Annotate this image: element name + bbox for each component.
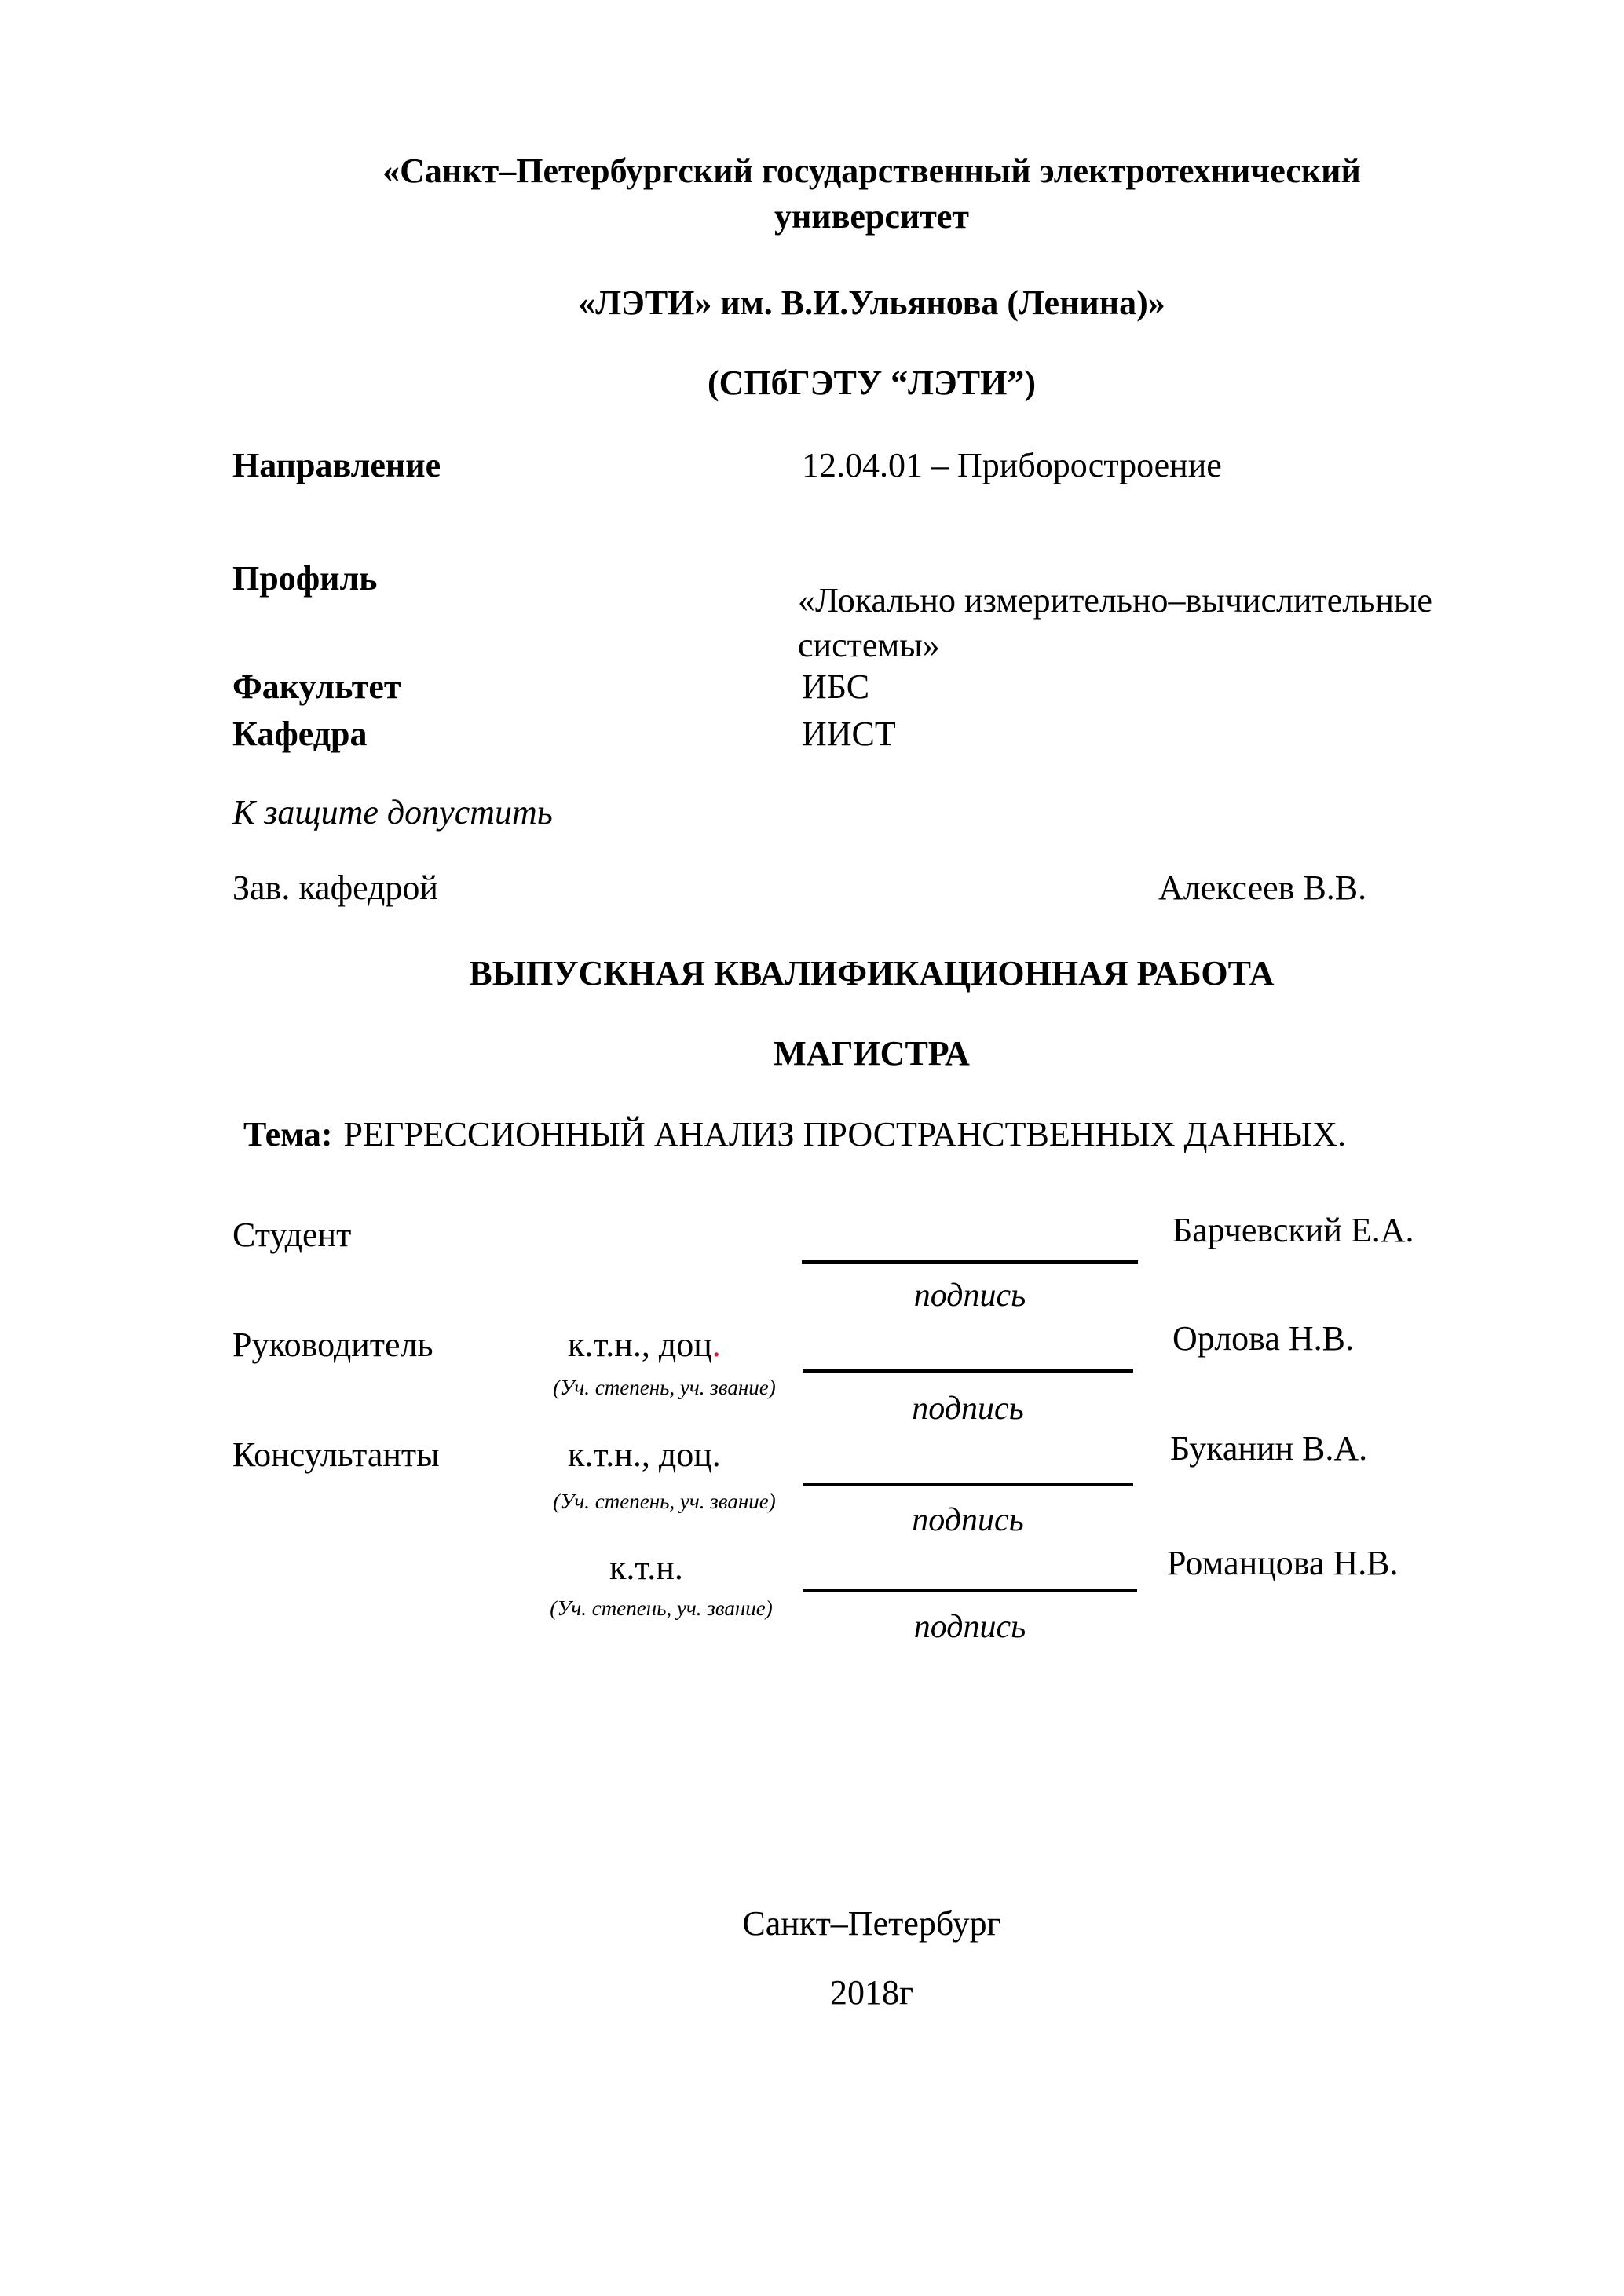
faculty-value: ИБС — [802, 667, 870, 706]
consultant1-signature-caption: подпись — [912, 1502, 1024, 1538]
department-value: ИИСТ — [802, 715, 896, 753]
supervisor-degree-text: к.т.н., доц — [568, 1325, 712, 1364]
supervisor-role-label: Руководитель — [232, 1325, 433, 1364]
university-name-line3: «ЛЭТИ» им. В.И.Ульянова (Ленина)» — [578, 283, 1165, 322]
student-signature-caption: подпись — [913, 1278, 1026, 1314]
consultant2-signature-caption: подпись — [913, 1609, 1026, 1645]
profile-value: «Локально измерительно–вычислительные системы» — [798, 581, 1432, 664]
consultant1-signature-line — [803, 1483, 1133, 1486]
consultants-role-label: Консультанты — [232, 1435, 440, 1474]
supervisor-signature-caption: подпись — [912, 1391, 1024, 1427]
student-name: Барчевский Е.А. — [1172, 1211, 1414, 1249]
supervisor-name: Орлова Н.В. — [1172, 1319, 1354, 1358]
university-name-line1: «Санкт–Петербургский государственный электротехнический — [382, 152, 1361, 190]
theme-text: РЕГРЕССИОННЫЙ АНАЛИЗ ПРОСТРАНСТВЕННЫХ ДАННЫХ. — [343, 1115, 1346, 1153]
supervisor-signature-line — [803, 1369, 1133, 1373]
university-name-line2: университет — [774, 197, 970, 236]
theme-line — [243, 1115, 1346, 1155]
consultant1-name: Буканин В.А. — [1170, 1429, 1368, 1468]
student-role-label: Студент — [232, 1216, 352, 1254]
work-title-line1: ВЫПУСКНАЯ КВАЛИФИКАЦИОННАЯ РАБОТА — [469, 954, 1275, 993]
work-title-line2: МАГИСТРА — [774, 1034, 970, 1073]
consultant1-degree: к.т.н., доц. — [568, 1435, 721, 1474]
department-label: Кафедра — [232, 715, 368, 753]
dept-head-name: Алексеев В.В. — [1158, 868, 1367, 907]
supervisor-degree-caption: (Уч. степень, уч. звание) — [553, 1376, 776, 1399]
direction-label: Направление — [232, 446, 441, 484]
consultant2-signature-line — [803, 1589, 1137, 1592]
consultant2-name: Романцова Н.В. — [1167, 1544, 1399, 1582]
faculty-label: Факультет — [232, 667, 401, 706]
admission-note: К защите допустить — [232, 793, 553, 832]
supervisor-degree — [568, 1325, 721, 1366]
dept-head-label: Зав. кафедрой — [232, 868, 438, 907]
supervisor-degree-period: . — [711, 1325, 721, 1364]
direction-value: 12.04.01 – Приборостроение — [802, 446, 1222, 484]
consultant1-degree-caption: (Уч. степень, уч. звание) — [553, 1490, 776, 1513]
consultant2-degree: к.т.н. — [609, 1548, 683, 1587]
student-signature-line — [802, 1260, 1138, 1264]
profile-label: Профиль — [232, 559, 378, 598]
university-abbreviation: (СПбГЭТУ “ЛЭТИ”) — [708, 364, 1036, 402]
theme-label: Тема: — [243, 1115, 333, 1153]
consultant2-degree-caption: (Уч. степень, уч. звание) — [550, 1596, 773, 1620]
footer-city: Санкт–Петербург — [742, 1904, 1001, 1943]
footer-year: 2018г — [829, 1973, 914, 2012]
